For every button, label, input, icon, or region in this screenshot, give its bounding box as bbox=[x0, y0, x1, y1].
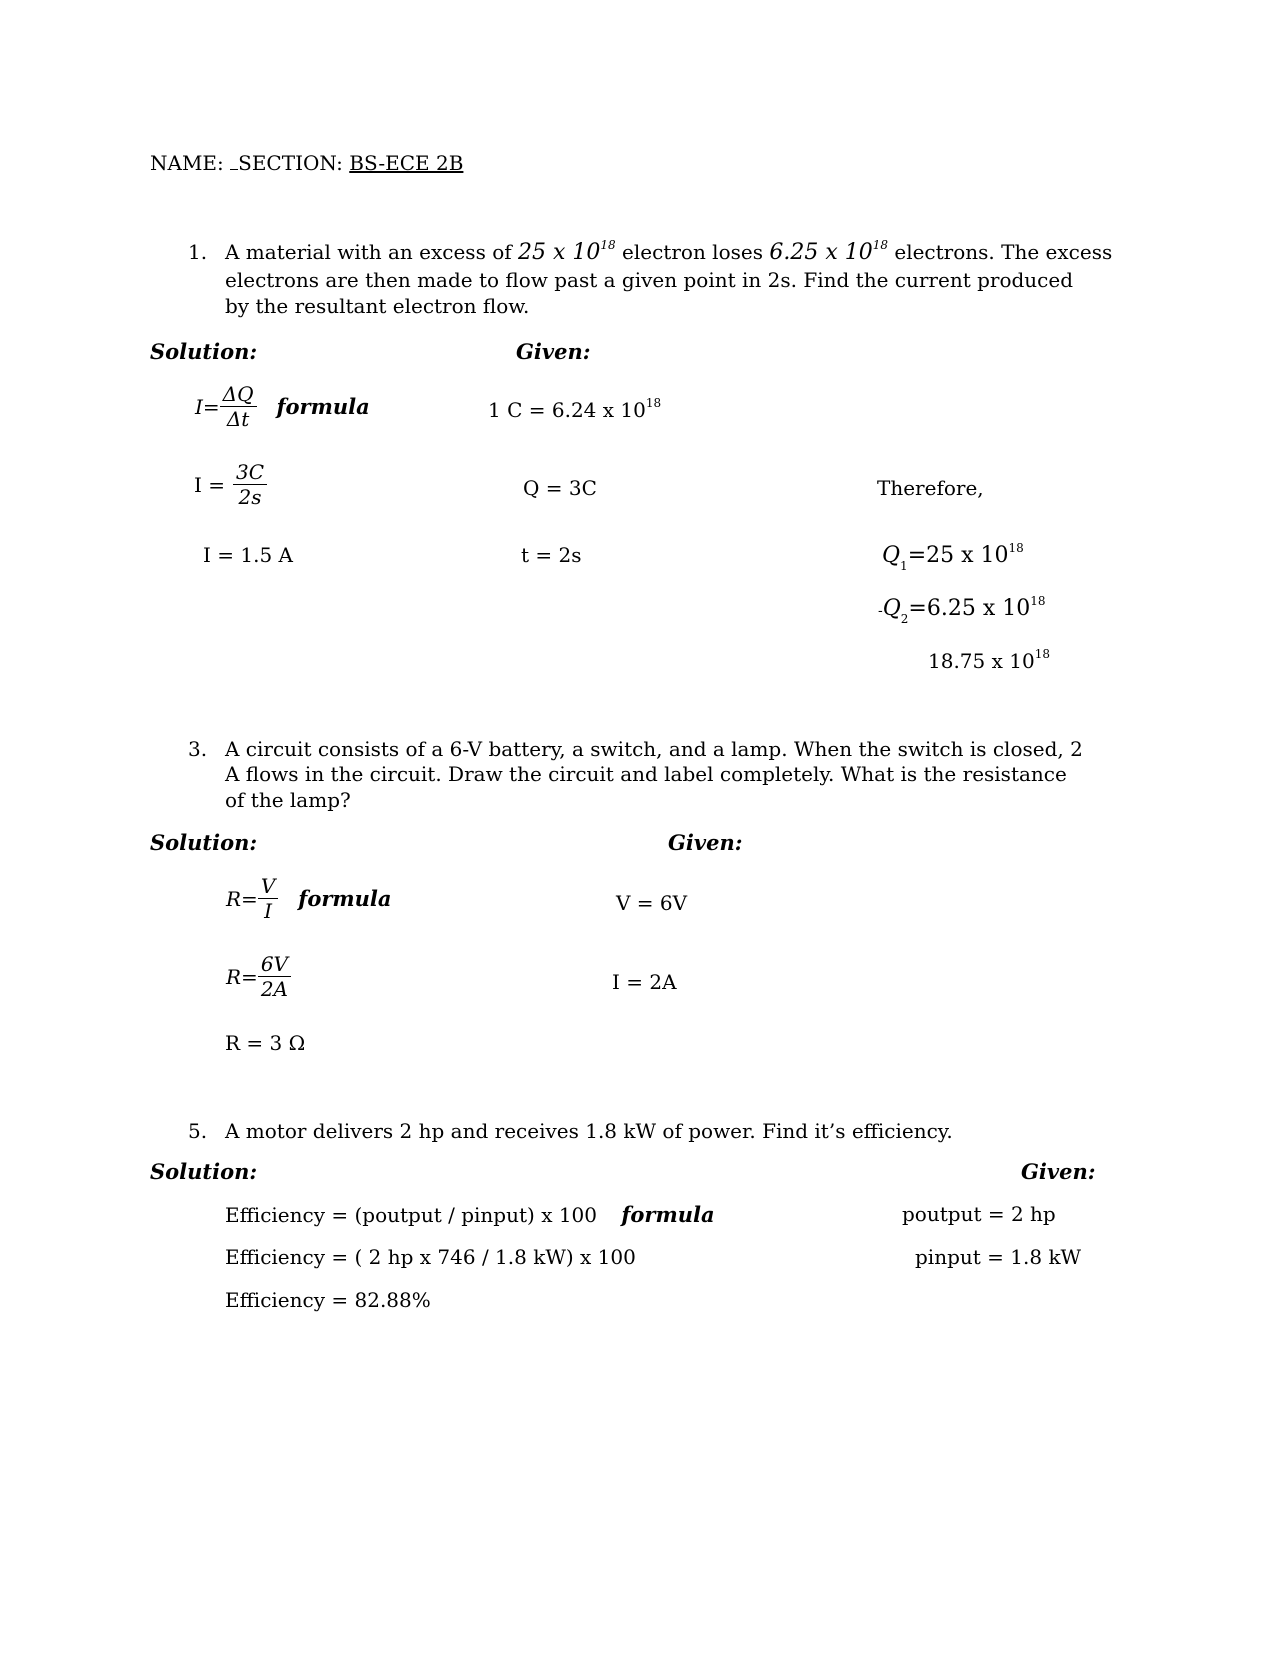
q5-equation-3: Efficiency = 82.88% bbox=[225, 1288, 431, 1312]
q1-value1: 25 x 10 bbox=[518, 240, 601, 265]
q1-value2: 6.25 x 10 bbox=[769, 240, 873, 265]
q5-given-1: poutput = 2 hp bbox=[902, 1202, 1056, 1226]
q3-line3: of the lamp? bbox=[225, 788, 351, 812]
q1-q2-value: $-Q_2=6.25$ x $10^{18}$ bbox=[878, 594, 1046, 627]
q3-formula-2: R= $\frac{6V}{2A}$ bbox=[226, 954, 291, 999]
q1-line2: electrons are then made to flow past a given point in 2s. Find the current produced bbox=[225, 268, 1074, 292]
q5-given-label: Given: bbox=[1021, 1159, 1096, 1184]
q1-given-1: 1 C = 6.24 x $10^{18}$ bbox=[488, 396, 662, 422]
q1-line1: A material with an excess of 25 x $10^{18}$ electron loses 6.25 x $10^{18}$ electrons. The excess bbox=[225, 238, 1113, 265]
q3-fraction-1: $\frac{V}{I}$ bbox=[258, 876, 278, 921]
q3-formula-1: R= $\frac{V}{I}$ formula bbox=[226, 874, 392, 923]
q1-solution-label: Solution: bbox=[150, 339, 258, 364]
q1-formula-1: I= $\frac{\Delta Q}{\Delta t}$ formula bbox=[195, 382, 370, 431]
name-label: NAME: bbox=[150, 151, 224, 175]
q3-result: R = 3 Ω bbox=[225, 1031, 306, 1055]
q3-line1: A circuit consists of a 6-V battery, a switch, and a lamp. When the switch is closed, 2 bbox=[225, 737, 1083, 761]
q1-line3: by the resultant electron flow. bbox=[225, 294, 530, 318]
q1-given-label: Given: bbox=[516, 339, 591, 364]
name-blank bbox=[230, 153, 238, 170]
q1-given-3: t = 2s bbox=[521, 543, 582, 567]
q5-given-2: pinput = 1.8 kW bbox=[915, 1245, 1082, 1269]
section-value: BS-ECE 2B bbox=[349, 151, 464, 175]
q5-solution-label: Solution: bbox=[150, 1159, 258, 1184]
q1-given-2: Q = 3C bbox=[523, 476, 597, 500]
q1-difference: 18.75 x $10^{18}$ bbox=[928, 647, 1050, 673]
q3-given-label: Given: bbox=[668, 830, 743, 855]
q3-given-1: V = 6V bbox=[616, 891, 688, 915]
q3-number: 3. bbox=[188, 737, 208, 761]
q1-q1-value: $Q_1=25$ x $10^{18}$ bbox=[882, 541, 1024, 574]
q1-result: I = 1.5 A bbox=[203, 543, 293, 567]
q3-given-2: I = 2A bbox=[612, 970, 677, 994]
header-line bbox=[150, 153, 463, 173]
q1-fraction-2: $\frac{3C}{2s}$ bbox=[233, 462, 267, 507]
q3-line2: A flows in the circuit. Draw the circuit and label completely. What is the resistance bbox=[225, 762, 1067, 786]
q1-therefore: Therefore, bbox=[877, 476, 984, 500]
q1-formula-label: formula bbox=[276, 394, 370, 419]
q3-formula-label: formula bbox=[298, 886, 392, 911]
q1-formula-2: I = $\frac{3C}{2s}$ bbox=[194, 462, 267, 507]
q3-solution-label: Solution: bbox=[150, 830, 258, 855]
q5-formula-label: formula bbox=[621, 1202, 715, 1227]
q5-equation-2: Efficiency = ( 2 hp x 746 / 1.8 kW) x 100 bbox=[225, 1245, 636, 1269]
q1-number: 1. bbox=[188, 240, 208, 264]
q5-text: A motor delivers 2 hp and receives 1.8 kW of power. Find it’s efficiency. bbox=[225, 1119, 953, 1143]
q5-equation-1: Efficiency = (poutput / pinput) x 100 formula bbox=[225, 1202, 715, 1227]
q3-fraction-2: $\frac{6V}{2A}$ bbox=[258, 954, 291, 999]
section-label: SECTION: bbox=[238, 151, 343, 175]
q5-number: 5. bbox=[188, 1119, 208, 1143]
q1-fraction-1: $\frac{\Delta Q}{\Delta t}$ bbox=[220, 384, 257, 429]
